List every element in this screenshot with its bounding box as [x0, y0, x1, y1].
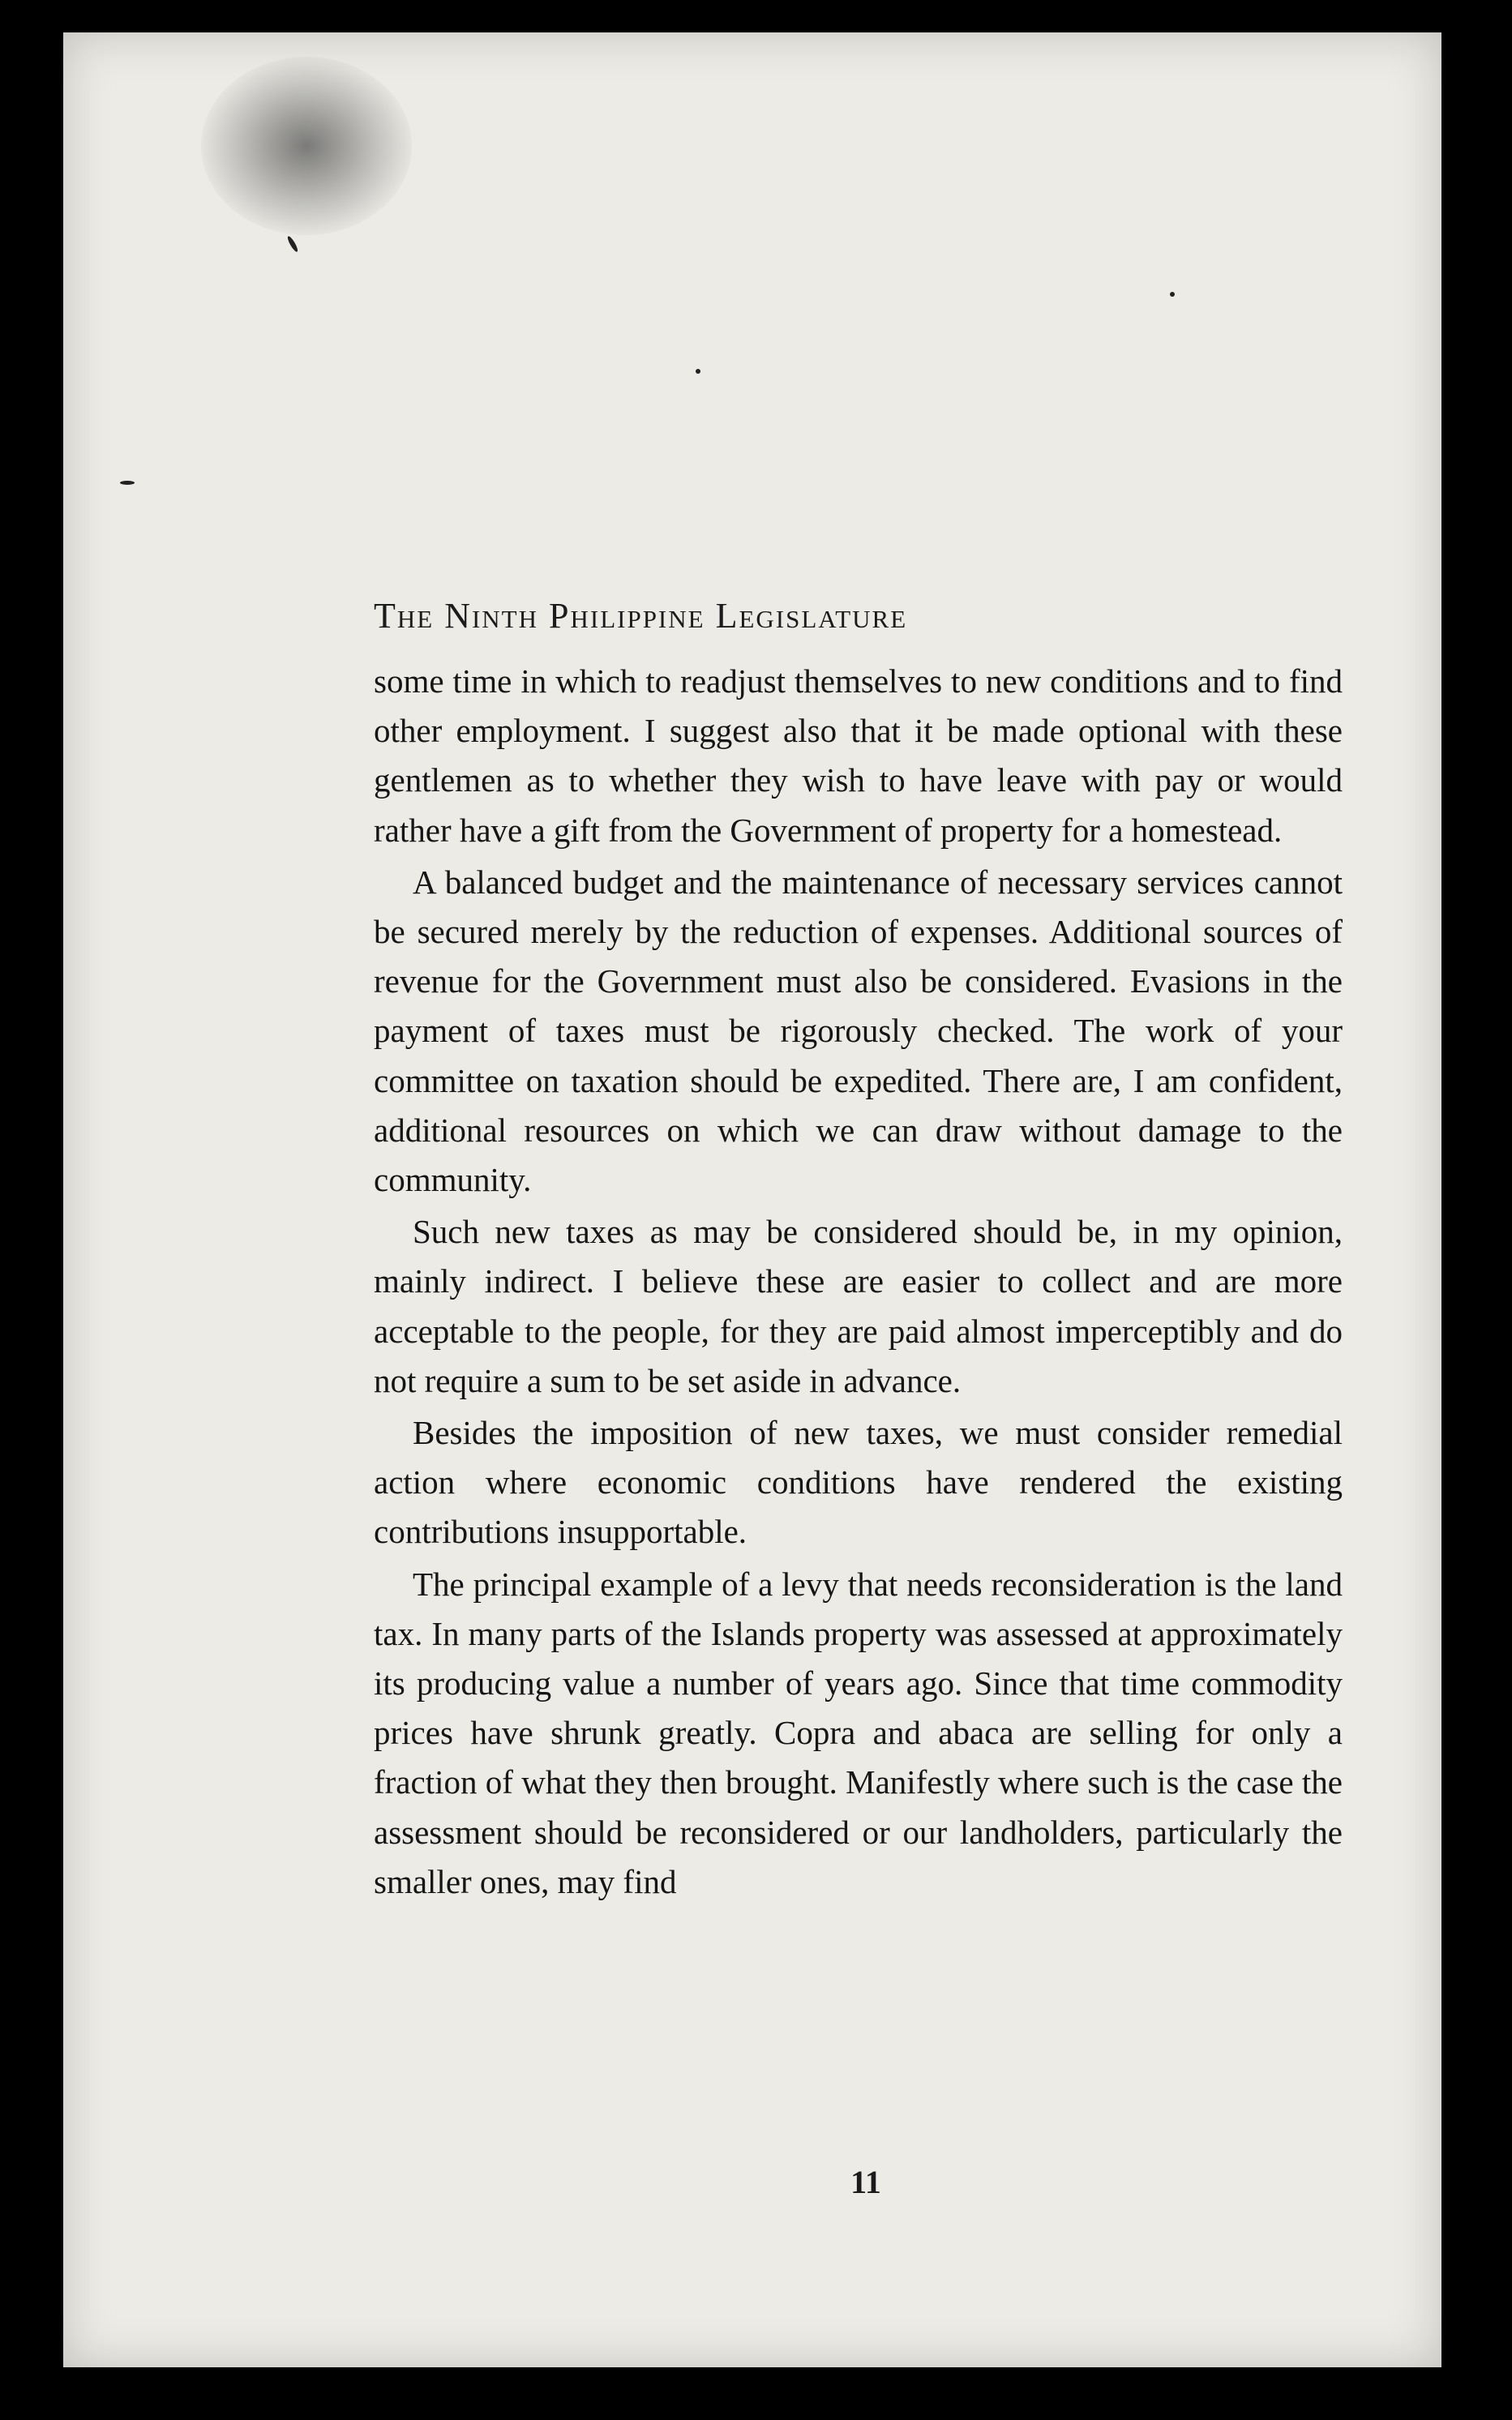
paragraph: Besides the imposition of new taxes, we must consider remedial action where economic conditions have rendered the existing contributions insupportable.	[374, 1414, 1343, 1551]
dust-speck	[696, 369, 700, 374]
dust-speck	[1170, 292, 1175, 297]
paragraph: The principal example of a levy that needs reconsideration is the land tax. In many parts of the Islands property was assessed at approximately its producing value a number of years ago. Since that time commodity prices have shrunk greatly. Copra and abaca are selling for only a fraction of what they then brought. Manifestly where such is the case the assessment should be reconsidered or our landholders, particularly the smaller ones, may find	[374, 1565, 1343, 1900]
dust-speck	[286, 235, 299, 253]
paragraph: Such new taxes as may be considered should be, in my opinion, mainly indirect. I believe these are easier to collect and are more acceptable to the people, for they are paid almost imperceptibly and do not require a sum to be set aside in advance.	[374, 1213, 1343, 1399]
ink-smudge	[201, 57, 412, 235]
body-text	[374, 657, 1343, 1907]
paragraph: some time in which to readjust themselves to new conditions and to find other employment. I suggest also that it be made optional with these gentlemen as to whether they wish to have leave with pay or would rather have a gift from the Government of property for a homestead.	[374, 662, 1343, 849]
dust-speck	[120, 481, 135, 485]
running-head: The Ninth Philippine Legislature	[374, 596, 908, 636]
page-number: 11	[850, 2164, 881, 2200]
paragraph: A balanced budget and the maintenance of necessary services cannot be secured merely by the reduction of expenses. Additional sources of revenue for the Government must also be considered. Evasions in the payment of taxes must be rigorously checked. The work of your committee on taxation should be expedited. There are, I am confident, additional resources on which we can draw without damage to the community.	[374, 863, 1343, 1199]
scanned-page	[63, 32, 1441, 2367]
